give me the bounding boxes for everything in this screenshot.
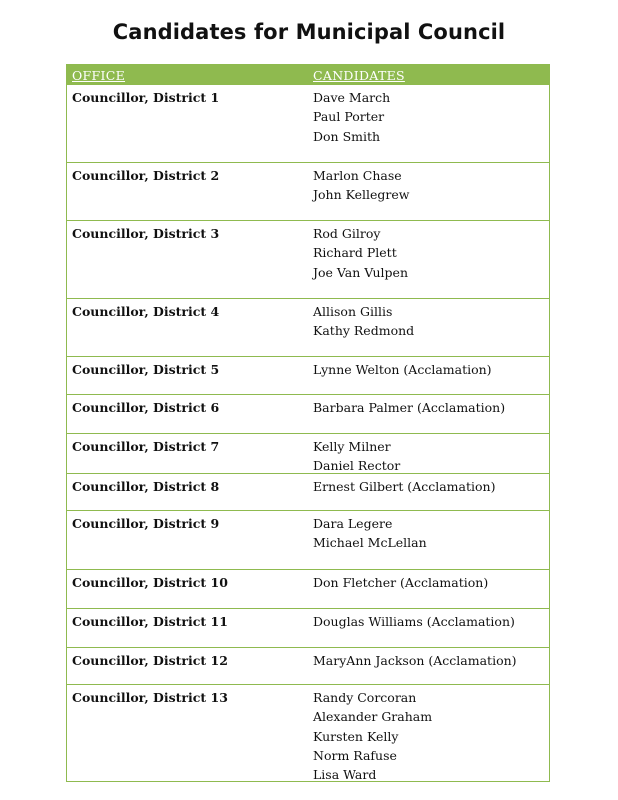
candidate-name: Don Fletcher (Acclamation)	[313, 575, 489, 590]
table-row	[67, 394, 549, 433]
candidates-cell	[308, 437, 549, 473]
candidate-name: Allison Gillis	[313, 304, 393, 319]
office-cell: Councillor, District 10	[72, 575, 228, 590]
candidate-name: Douglas Williams (Acclamation)	[313, 614, 515, 629]
table-body	[67, 85, 549, 781]
candidate-name: Kathy Redmond	[313, 323, 415, 339]
candidate-name: Randy Corcoran	[313, 690, 417, 705]
office-cell: Councillor, District 6	[72, 400, 220, 415]
table-row	[67, 220, 549, 298]
candidate-name: Joe Van Vulpen	[313, 264, 408, 280]
candidate-name: Rod Gilroy	[313, 226, 381, 241]
candidate-name: Norm Rafuse	[313, 747, 397, 763]
office-cell: Councillor, District 9	[72, 516, 220, 531]
office-cell: Councillor, District 7	[72, 439, 220, 454]
candidates-cell	[308, 477, 549, 510]
candidate-name: Don Smith	[313, 128, 381, 144]
candidate-name: Richard Plett	[313, 245, 397, 261]
candidate-name: Lynne Welton (Acclamation)	[313, 362, 492, 377]
candidates-cell	[308, 573, 549, 608]
candidates-table	[66, 64, 550, 782]
candidate-name: Dara Legere	[313, 516, 393, 531]
candidate-name: Ernest Gilbert (Acclamation)	[313, 479, 496, 494]
header-candidates: CANDIDATES	[313, 67, 405, 83]
candidates-cell	[308, 166, 549, 220]
candidates-cell	[308, 360, 549, 394]
candidates-cell	[308, 514, 549, 569]
candidates-cell	[308, 688, 549, 781]
office-cell: Councillor, District 13	[72, 690, 228, 705]
office-cell: Councillor, District 8	[72, 479, 220, 494]
candidates-cell	[308, 398, 549, 433]
table-row	[67, 647, 549, 684]
candidate-name: Daniel Rector	[313, 458, 401, 474]
candidate-name: MaryAnn Jackson (Acclamation)	[313, 653, 517, 668]
table-row	[67, 162, 549, 220]
office-cell: Councillor, District 12	[72, 653, 228, 668]
candidates-cell	[308, 651, 549, 684]
candidate-name: Marlon Chase	[313, 168, 402, 183]
candidate-name: Michael McLellan	[313, 535, 427, 551]
table-row	[67, 684, 549, 781]
table-row	[67, 433, 549, 473]
table-row	[67, 510, 549, 569]
table-row	[67, 608, 549, 647]
candidates-cell	[308, 302, 549, 356]
table-row	[67, 85, 549, 162]
office-cell: Councillor, District 1	[72, 90, 220, 105]
candidate-name: Kursten Kelly	[313, 728, 399, 744]
candidates-cell	[308, 224, 549, 298]
candidate-name: Lisa Ward	[313, 767, 377, 783]
table-row	[67, 473, 549, 510]
table-header	[67, 65, 549, 85]
office-cell: Councillor, District 11	[72, 614, 228, 629]
candidates-cell	[308, 612, 549, 647]
office-cell: Councillor, District 2	[72, 168, 220, 183]
candidates-cell	[308, 88, 549, 162]
header-office: OFFICE	[72, 67, 126, 83]
candidate-name: Paul Porter	[313, 109, 385, 125]
table-row	[67, 356, 549, 394]
office-cell: Councillor, District 5	[72, 362, 220, 377]
table-row	[67, 569, 549, 608]
candidate-name: Kelly Milner	[313, 439, 391, 454]
candidate-name: Dave March	[313, 90, 391, 105]
page-title: Candidates for Municipal Council	[112, 20, 506, 44]
candidate-name: John Kellegrew	[313, 187, 410, 203]
table-row	[67, 298, 549, 356]
candidate-name: Barbara Palmer (Acclamation)	[313, 400, 506, 415]
candidate-name: Alexander Graham	[313, 709, 433, 725]
office-cell: Councillor, District 4	[72, 304, 220, 319]
office-cell: Councillor, District 3	[72, 226, 220, 241]
